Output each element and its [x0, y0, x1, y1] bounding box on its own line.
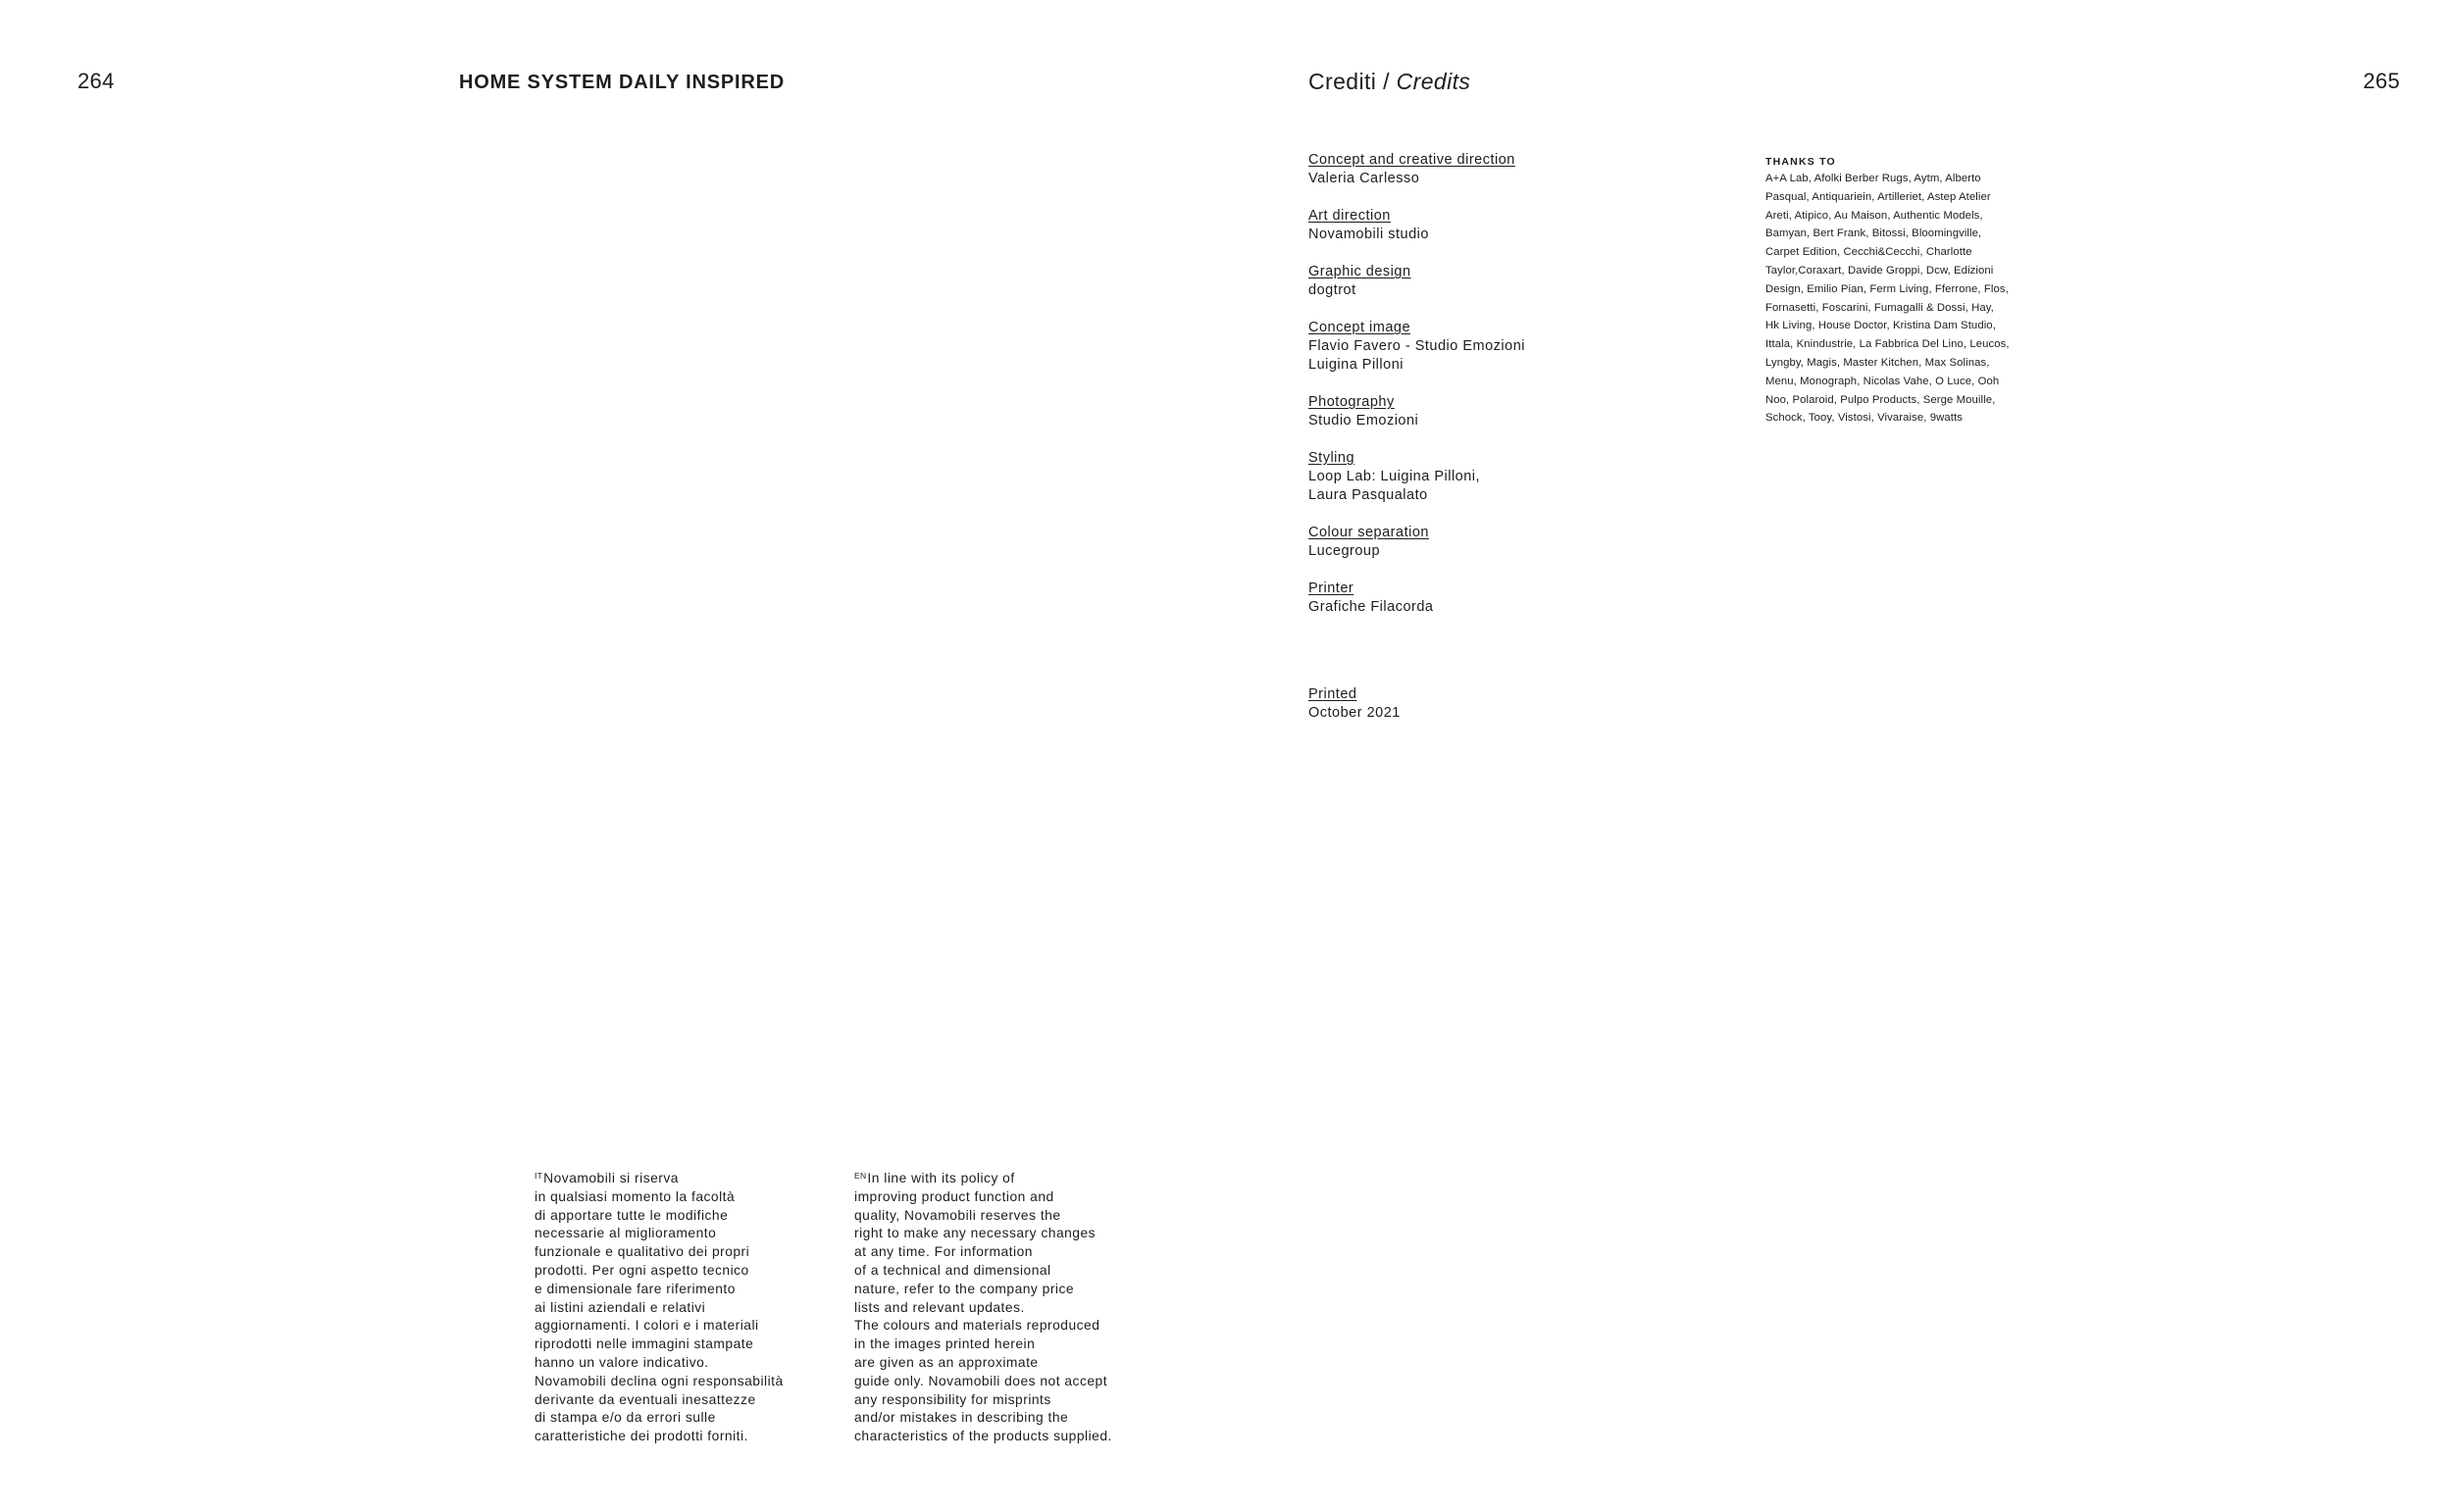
credit-item: [1308, 393, 1720, 430]
section-title-it: Crediti: [1308, 69, 1377, 94]
credit-role: Photography: [1308, 394, 1395, 410]
credit-name: Studio Emozioni: [1308, 413, 1419, 428]
credit-role: Styling: [1308, 450, 1355, 466]
section-title-separator: /: [1383, 69, 1390, 94]
credit-name: Lucegroup: [1308, 543, 1381, 559]
credit-item: [1308, 449, 1720, 505]
credit-item: [1308, 319, 1720, 375]
credit-role: Art direction: [1308, 208, 1391, 224]
printed-info: [1308, 685, 1401, 723]
running-head: HOME SYSTEM DAILY INSPIRED: [459, 72, 785, 93]
thanks-text: A+A Lab, Afolki Berber Rugs, Aytm, Alberto Pasqual, Antiquariein, Artilleriet, Astep Atelier Areti, Atipico, Au Maison, Authentic Models, Bamyan, Bert Frank, Bitossi, Bloomingville, Carpet Edition, Cecchi&Cecchi, Charlotte Taylor,Coraxart, Davide Groppi, Dcw, Edizioni Design, Emilio Pian, Ferm Living, Fferrone, Flos, Fornasetti, Foscarini, Fumagalli & Dossi, Hay, Hk Living, House Doctor, Kristina Dam Studio, Ittala, Knindustrie, La Fabbrica Del Lino, Leucos, Lyngby, Magis, Master Kitchen, Max Solinas, Menu, Monograph, Nicolas Vahe, O Luce, Ooh Noo, Polaroid, Pulpo Products, Serge Mouille, Schock, Tooy, Vistosi, Vivaraise, 9watts: [1765, 173, 2010, 425]
credit-item: [1308, 207, 1720, 244]
printed-date: October 2021: [1308, 705, 1401, 721]
credit-role: Concept and creative direction: [1308, 152, 1515, 168]
disclaimer-english-text: In line with its policy of improving product function and quality, Novamobili reserves the right to make any necessary changes at any time. For information of a technical and dimensional nature, refer to the company price lists and relevant updates. The colours and materials reproduced in the images printed herein are given as an approximate guide only. Novamobili does not accept any responsibility for misprints and/or mistakes in describing the characteristics of the products supplied.: [854, 1171, 1112, 1444]
credit-name: Valeria Carlesso: [1308, 171, 1420, 186]
credit-role: Printer: [1308, 580, 1354, 596]
disclaimer-italian: [535, 1167, 839, 1446]
page-number-right: 265: [2363, 69, 2400, 93]
credit-role: Colour separation: [1308, 525, 1429, 540]
credit-item: [1308, 580, 1720, 617]
thanks-heading: THANKS TO: [1765, 156, 1836, 168]
section-title: [1308, 67, 1470, 96]
credit-name: dogtrot: [1308, 282, 1356, 298]
page-number-left: 264: [77, 69, 115, 93]
credit-name: Loop Lab: Luigina Pilloni, Laura Pasqualato: [1308, 469, 1481, 503]
printed-label: Printed: [1308, 686, 1357, 702]
credits-list: [1308, 151, 1720, 635]
credit-item: [1308, 263, 1720, 300]
credit-item: [1308, 151, 1720, 188]
disclaimer-english: [854, 1167, 1178, 1446]
credit-role: Graphic design: [1308, 264, 1411, 279]
credit-name: Grafiche Filacorda: [1308, 599, 1434, 615]
section-title-en: Credits: [1396, 69, 1471, 94]
credit-item: [1308, 524, 1720, 561]
language-label-en: EN: [854, 1171, 867, 1181]
credit-role: Concept image: [1308, 320, 1411, 335]
language-label-it: IT: [535, 1171, 543, 1181]
thanks-block: [1765, 154, 2060, 428]
disclaimer-italian-text: Novamobili si riserva in qualsiasi momento la facoltà di apportare tutte le modifiche necessarie al miglioramento funzionale e qualitativo dei propri prodotti. Per ogni aspetto tecnico e dimensionale fare riferimento ai listini aziendali e relativi aggiornamenti. I colori e i materiali riprodotti nelle immagini stampate hanno un valore indicativo. Novamobili declina ogni responsabilità derivante da eventuali inesattezze di stampa e/o da errori sulle caratteristiche dei prodotti forniti.: [535, 1171, 784, 1444]
credit-name: Novamobili studio: [1308, 227, 1429, 242]
credit-name: Flavio Favero - Studio Emozioni Luigina Pilloni: [1308, 338, 1525, 373]
